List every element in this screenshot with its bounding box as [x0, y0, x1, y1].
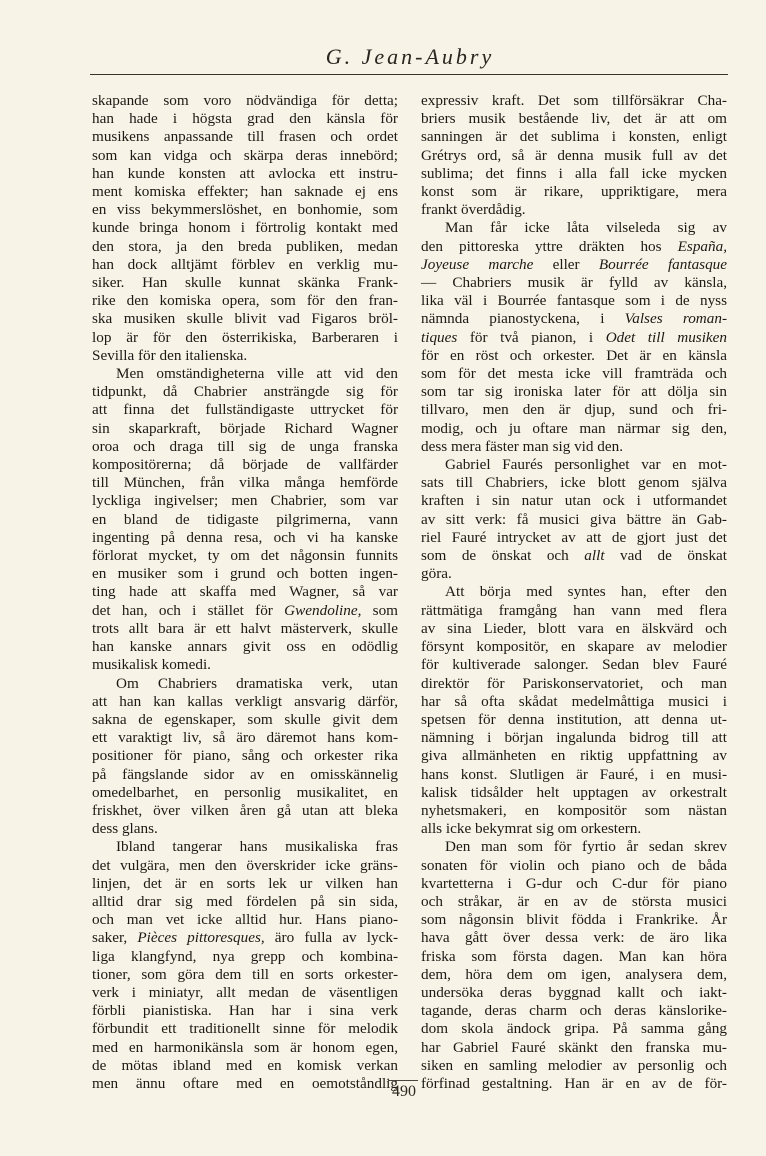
text-run: försynt kompositör, en skapare av melodier: [421, 638, 727, 656]
text-line: [92, 529, 398, 547]
text-line: [92, 729, 398, 747]
text-line: [92, 128, 398, 146]
text-line: [92, 602, 398, 620]
text-line: [92, 1057, 398, 1075]
text-run: på fängslande sidor av en omisskännelig: [92, 765, 398, 783]
text-run: nämning i början ingalunda bidrog till att: [421, 729, 727, 747]
text-run: förbundit ett traditionellt sinne för melodik: [92, 1020, 398, 1038]
text-line: [421, 602, 727, 620]
text-line: [92, 984, 398, 1002]
text-run: Gabriel Faurés personlighet var en mot-: [445, 456, 727, 474]
text-line: [92, 857, 398, 875]
text-line: [92, 766, 398, 784]
text-run: positioner för piano, sång och orkester rika: [92, 747, 398, 765]
text-line: [92, 547, 398, 565]
text-run: Ibland tangerar hans musikaliska fras: [116, 838, 398, 856]
text-run: ment komiska effekter; han saknade ej ens: [92, 183, 398, 201]
text-line: [421, 165, 727, 183]
italic-title: Pièces pittoresques,: [137, 929, 265, 947]
text-run: vad de önskat: [604, 547, 727, 565]
text-run: Den man som för fyrtio år sedan skrev: [445, 838, 727, 856]
text-line: [421, 238, 727, 256]
text-line: [421, 893, 727, 911]
text-run: han kunde konsten att avlocka ett instru-: [92, 164, 398, 182]
text-run: förlorat mycket, ty om det någonsin funnits: [92, 547, 398, 565]
text-run: den stora, ja den breda publiken, medan: [92, 237, 398, 255]
text-run: som för det mesta icke vill framträda och: [421, 365, 727, 383]
text-line: [421, 310, 727, 328]
text-line: [92, 438, 398, 456]
text-run: musikens anpassande till frasen och ordet: [92, 128, 398, 146]
text-line: [421, 966, 727, 984]
text-line: [421, 292, 727, 310]
text-line: [421, 1057, 727, 1075]
text-run: lop är för den österrikiska, Barberaren i: [92, 328, 398, 346]
text-line: [421, 747, 727, 765]
text-run: linjen, det är en sorts lek ur vilken han: [92, 874, 398, 892]
text-line: [92, 401, 398, 419]
text-run: av sitt verk: få musici giva bättre än Gab-: [421, 510, 727, 528]
text-line: [92, 948, 398, 966]
text-run: sin skaparkraft, började Richard Wagner: [92, 419, 398, 437]
text-run: ska musiken skulle blivit vad Figaros bröl-: [92, 310, 398, 328]
text-line: [421, 92, 727, 110]
text-run: expressiv kraft. Det som tillförsäkrar Cha-: [421, 92, 727, 109]
text-line: [421, 365, 727, 383]
text-line: [421, 1020, 727, 1038]
text-run: friska som första dagen. Man kan höra: [421, 947, 727, 965]
text-run: verk i miniatyr, allt medan de väsentligen: [92, 983, 398, 1001]
text-run: — Chabriers musik är fylld av känsla,: [421, 274, 727, 292]
text-line: [92, 492, 398, 510]
text-line: [421, 329, 727, 347]
text-line: [421, 529, 727, 547]
text-run: Man får icke låta vilseleda sig av: [445, 219, 727, 237]
text-run: friskhet, över vilken åren gå utan att bleka: [92, 801, 398, 819]
text-line: [92, 456, 398, 474]
text-run: ingenting på denna resa, och vi ha kanske: [92, 528, 398, 546]
text-run: det han, och i stället för: [92, 601, 285, 619]
text-line: [421, 948, 727, 966]
text-run: för kultiverade salonger. Sedan blev Fauré: [421, 656, 727, 674]
italic-title: allt: [584, 547, 605, 565]
text-run: giva allmänheten en riktig uppfattning av: [421, 747, 727, 765]
text-run: att finna det fullständigaste uttrycket för: [92, 401, 398, 419]
text-line: [421, 201, 727, 219]
text-line: [92, 474, 398, 492]
text-run: siken en samling melodier av personlig och: [421, 1056, 727, 1074]
text-run: skapande som voro nödvändiga för detta;: [92, 92, 398, 109]
text-run: förfinad gestaltning. Han är en av de för-: [421, 1074, 727, 1092]
text-run: lika väl i Bourrée fantasque som i de nyss: [421, 292, 727, 310]
text-run: Att börja med syntes han, efter den: [445, 583, 727, 601]
text-run: har så ofta skådat medelmåttiga musici i: [421, 692, 727, 710]
text-run: en bland de tidigaste pilgrimerna, vann: [92, 510, 398, 528]
text-line: [421, 1075, 727, 1093]
text-line: [421, 820, 727, 838]
text-line: [421, 492, 727, 510]
text-run: som någonsin blivit födda i Frankrike. År: [421, 911, 727, 929]
text-line: [92, 565, 398, 583]
text-run: sonaten för violin och piano och de båda: [421, 856, 727, 874]
text-run: modig, och ju oftare man närmar sig den,: [421, 419, 727, 437]
text-run: som kan vidga och skärpa deras innebörd;: [92, 146, 398, 164]
text-run: av sina Lieder, blott vara en älskvärd och: [421, 619, 727, 637]
text-line: [92, 256, 398, 274]
text-line: [421, 729, 727, 747]
text-run: att han kan kallas verkligt ansvarig därför,: [92, 692, 398, 710]
text-line: [92, 274, 398, 292]
text-run: och stråkar, är en av de största musici: [421, 892, 727, 910]
header-rule: [90, 74, 728, 75]
text-run: ett varaktigt liv, så äro däremot hans kom-: [92, 729, 398, 747]
folio-rule: [388, 1080, 418, 1081]
text-line: [92, 110, 398, 128]
text-run: kompositörerna; då började de vallfärder: [92, 456, 398, 474]
text-line: [92, 583, 398, 601]
italic-title: Valses roman-: [624, 310, 728, 328]
text-run: siker. Han skulle kunnat skänka Frank-: [92, 274, 398, 292]
text-run: trots allt bara är ett halvt mästerverk, skulle: [92, 619, 398, 637]
text-line: [421, 784, 727, 802]
text-run: Sevilla för den italienska.: [92, 346, 248, 364]
text-run: hans konst. Slutligen är Fauré, i en musi-: [421, 765, 727, 783]
text-run: tagande, deras charm och deras känslorike-: [421, 1002, 727, 1020]
text-line: [92, 329, 398, 347]
text-run: spetsen för denna institution, att denna ut-: [421, 710, 727, 728]
text-line: [421, 875, 727, 893]
text-line: [92, 893, 398, 911]
text-line: [421, 656, 727, 674]
text-line: [421, 929, 727, 947]
text-run: dess mera fäster man sig vid den.: [421, 437, 624, 455]
text-run: och man vet icke alltid hur. Hans piano-: [92, 911, 398, 929]
text-run: omedelbarhet, en personlig musikalitet, en: [92, 783, 398, 801]
text-line: [421, 256, 727, 274]
left-column: [92, 92, 398, 1093]
text-run: som tar sig ironiska later för att dölja sin: [421, 383, 727, 401]
text-line: [92, 656, 398, 674]
text-run: Om Chabriers dramatiska verk, utan: [116, 674, 398, 692]
text-line: [92, 693, 398, 711]
right-column: [421, 92, 727, 1093]
text-run: riel Fauré intrycket av att de gjort just det: [421, 528, 727, 546]
text-line: [421, 911, 727, 929]
text-line: [92, 1020, 398, 1038]
text-run: han kanske annars givit oss en odödlig: [92, 638, 398, 656]
text-line: [92, 238, 398, 256]
text-line: [92, 511, 398, 529]
text-run: saker,: [92, 929, 138, 947]
text-line: [92, 784, 398, 802]
text-line: [421, 401, 727, 419]
text-line: [92, 165, 398, 183]
text-run: dess glans.: [92, 820, 158, 838]
text-run: förbli pianistiska. Han har i sina verk: [92, 1002, 398, 1020]
text-line: [421, 456, 727, 474]
text-line: [92, 1039, 398, 1057]
text-line: [92, 966, 398, 984]
text-run: kalisk tidsålder helt upptagen av orkestralt: [421, 783, 727, 801]
text-line: [92, 1002, 398, 1020]
text-line: [92, 747, 398, 765]
text-run: till München, från vilka många hemförde: [92, 474, 398, 492]
text-run: kunde bringa honom i förtrolig kontakt med: [92, 219, 398, 237]
text-run: tidpunkt, då Chabrier ansträngde sig för: [92, 383, 398, 401]
text-line: [421, 474, 727, 492]
text-run: direktör för Pariskonservatoriet, och man: [421, 674, 727, 692]
text-line: [92, 201, 398, 219]
text-run: göra.: [421, 565, 452, 583]
text-run: ting hade att skaffa med Wagner, så var: [92, 583, 398, 601]
text-line: [92, 1075, 398, 1093]
text-run: tioner, som göra dem till en sorts orkester-: [92, 965, 398, 983]
text-run: som de önskat och: [421, 547, 585, 565]
page-number: 490: [392, 1083, 416, 1100]
italic-title: Odet till musiken: [605, 328, 727, 346]
text-line: [421, 383, 727, 401]
italic-title: Gwendoline,: [284, 601, 362, 619]
text-run: oroa och draga till sig de unga franska: [92, 437, 398, 455]
text-run: undersöka deras byggnad kallt och iakt-: [421, 983, 727, 1001]
text-run: det vulgära, men den överskrider icke gräns-: [92, 856, 398, 874]
text-line: [421, 857, 727, 875]
text-line: [92, 875, 398, 893]
text-line: [421, 802, 727, 820]
text-run: eller: [533, 255, 599, 273]
text-run: den pittoreska yttre dräkten hos: [421, 237, 678, 255]
text-line: [421, 547, 727, 565]
text-line: [92, 711, 398, 729]
text-run: för två pianon, i: [457, 328, 606, 346]
text-line: [421, 110, 727, 128]
italic-title: Bourrée fantasque: [598, 255, 728, 273]
text-run: Men omständigheterna ville att vid den: [116, 365, 398, 383]
text-line: [421, 693, 727, 711]
italic-title: Joyeuse marche: [421, 255, 534, 273]
text-line: [421, 620, 727, 638]
text-line: [421, 219, 727, 237]
text-run: med en harmonikänsla som är honom egen,: [92, 1038, 398, 1056]
text-run: han hade i högsta grad den känsla för: [92, 110, 398, 128]
text-line: [421, 511, 727, 529]
text-run: sublima; det finns i alla fall icke mycken: [421, 164, 727, 182]
text-run: de mötas ibland med en komisk verkan: [92, 1056, 398, 1074]
text-line: [421, 984, 727, 1002]
text-run: för en röst och orkester. Det är en känsla: [421, 346, 727, 364]
text-run: dem, höra dem om igen, analysera dem,: [421, 965, 727, 983]
text-line: [421, 711, 727, 729]
text-run: rättmätiga framgång han vann med flera: [421, 601, 727, 619]
italic-title: tiques: [421, 328, 458, 346]
text-line: [421, 766, 727, 784]
text-line: [92, 347, 398, 365]
text-run: tillvaro, men den är djup, sund och fri-: [421, 401, 727, 419]
text-run: musikalisk komedi.: [92, 656, 211, 674]
text-line: [421, 1039, 727, 1057]
text-line: [92, 383, 398, 401]
text-line: [421, 565, 727, 583]
text-run: äro fulla av lyck-: [264, 929, 399, 947]
text-line: [421, 128, 727, 146]
text-run: briers musik bestående liv, det är att om: [421, 110, 727, 128]
text-line: [92, 147, 398, 165]
text-line: [92, 365, 398, 383]
text-line: [92, 675, 398, 693]
text-line: [421, 147, 727, 165]
text-line: [421, 183, 727, 201]
text-line: [92, 310, 398, 328]
text-run: rike den komiska opera, som för den fran-: [92, 292, 398, 310]
italic-title: España,: [677, 237, 727, 255]
text-line: [421, 438, 727, 456]
text-line: [421, 838, 727, 856]
text-line: [92, 92, 398, 110]
text-run: alls icke bekymrat sig om orkestern.: [421, 820, 642, 838]
text-line: [421, 1002, 727, 1020]
text-line: [421, 675, 727, 693]
text-line: [92, 638, 398, 656]
text-line: [421, 274, 727, 292]
text-run: konst som är rikare, uppriktigare, mera: [421, 183, 727, 201]
text-line: [92, 620, 398, 638]
text-line: [92, 838, 398, 856]
text-line: [92, 911, 398, 929]
text-line: [92, 929, 398, 947]
text-run: han dock alltjämt förblev en verklig mu-: [92, 255, 398, 273]
text-line: [92, 802, 398, 820]
text-run: kraften i sin natur utan ock i utformandet: [421, 492, 727, 510]
text-run: men ännu oftare med en oemotståndlig: [92, 1074, 398, 1092]
text-run: sats till Chabriers, icke blott genom själva: [421, 474, 727, 492]
text-run: har Gabriel Fauré skänkt den franska mu-: [421, 1038, 727, 1056]
text-run: hava gått över dessa verk: de äro lika: [421, 929, 727, 947]
text-line: [92, 219, 398, 237]
text-run: frankt överdådig.: [421, 201, 526, 219]
running-header: G. Jean-Aubry: [325, 44, 495, 69]
text-run: alltid drar sig med fördelen på sin sida,: [92, 892, 398, 910]
text-run: nyhetsmakeri, en kompositör som nästan: [421, 801, 727, 819]
text-line: [421, 347, 727, 365]
text-line: [92, 820, 398, 838]
text-run: sakna de egenskaper, som skulle givit dem: [92, 710, 398, 728]
text-line: [92, 183, 398, 201]
text-run: som: [361, 601, 398, 619]
text-run: Grétrys ord, så är denna musik full av det: [421, 146, 727, 164]
text-run: sanningen är det sublima i konsten, enligt: [421, 128, 727, 146]
text-run: kvartetterna i G-dur och C-dur för piano: [421, 874, 727, 892]
text-line: [421, 638, 727, 656]
text-run: en viss bekymmerslöshet, en bonhomie, som: [92, 201, 398, 219]
text-run: liga klangfynd, nya grepp och kombina-: [92, 947, 398, 965]
text-run: en musiker som i grund och botten ingen-: [92, 565, 398, 583]
text-run: dom skola ändock gripa. På samma gång: [421, 1020, 727, 1038]
text-line: [421, 420, 727, 438]
text-line: [92, 292, 398, 310]
text-run: lyckliga ingivelser; men Chabrier, som var: [92, 492, 398, 510]
text-line: [421, 583, 727, 601]
text-line: [92, 420, 398, 438]
text-run: nämnda pianostyckena, i: [421, 310, 625, 328]
